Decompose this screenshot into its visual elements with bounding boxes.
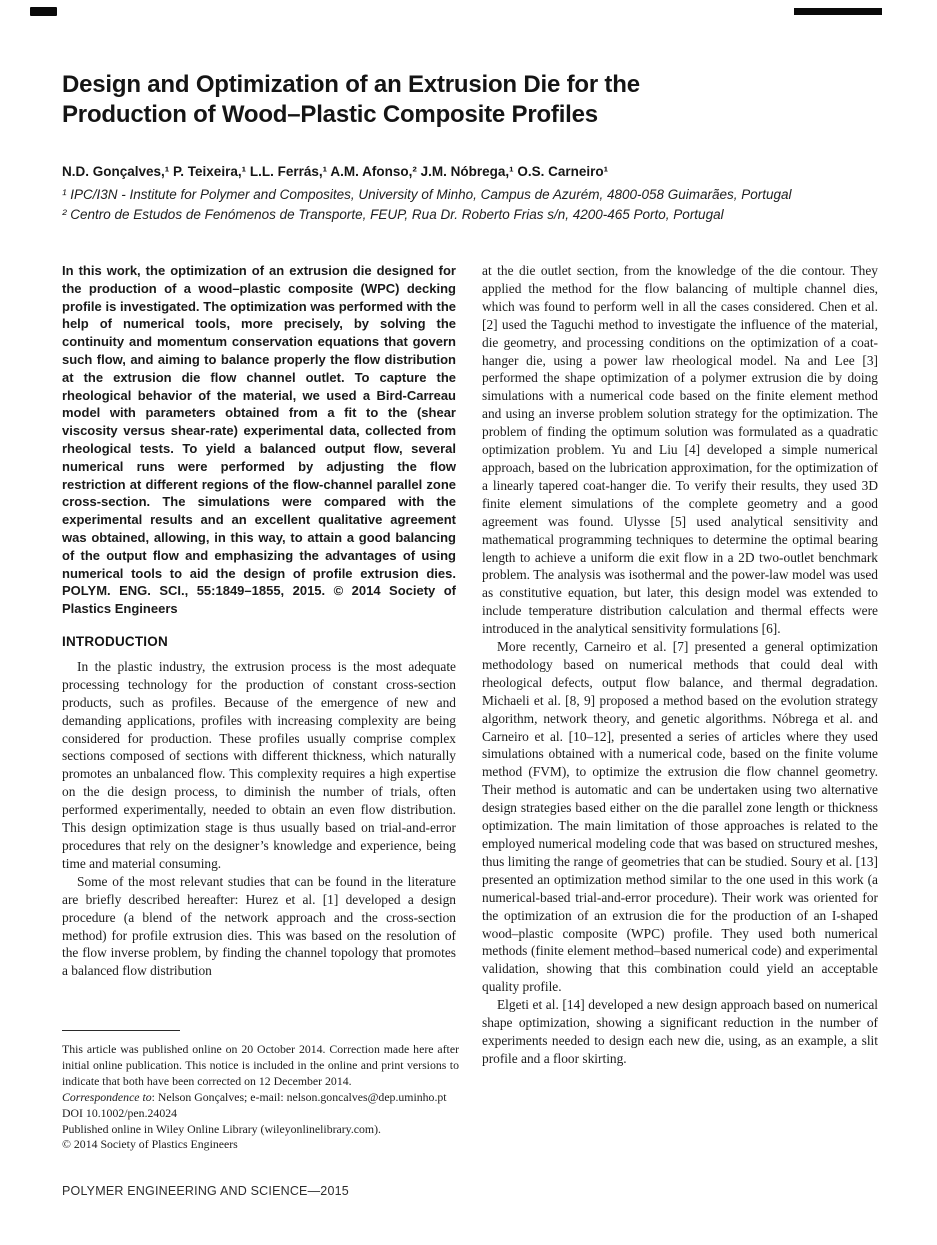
section-heading-introduction: INTRODUCTION bbox=[62, 633, 168, 649]
footnote-published: Published online in Wiley Online Library (wileyonlinelibrary.com). bbox=[62, 1121, 381, 1136]
footnote-block bbox=[62, 1030, 459, 1153]
abstract-text: In this work, the optimization of an extrusion die designed for the production of a wood–plastic composite (WPC) decking profile is investigated. The optimization was performed with the help of numerical tools, more precisely, by solving the continuity and momentum conservation equations that govern such flow, and aiming to balance properly the flow distribution at the extrusion die flow channel outlet. To capture the rheological behavior of the material, we used a Bird-Carreau model with parameters obtained from a fit to the (shear viscosity versus shear-rate) experimental data, collected from rheological tests. To yield a balanced output flow, several numerical runs were performed by adjusting the flow restriction at different regions of the flow-channel parallel zone cross-section. The simulations were compared with the experimental results and an excellent qualitative agreement was obtained, allowing, in this way, to attain a good balancing of the output flow and emphasizing the advantages of using numerical tools to aid the design of profile extrusion dies. POLYM. ENG. SCI., 55:1849–1855, 2015. © 2014 Society of Plastics Engineers bbox=[62, 263, 456, 617]
intro-paragraph-2-continued: at the die outlet section, from the knowledge of the die contour. They applied the method for the flow balancing of multiple channel dies, which was found to perform well in all the cases considered. Chen et al. [2] used the Taguchi method to investigate the influence of the material, die geometry, and processing conditions on the optimization of a coat-hanger die, using a power law rheological model. Na and Lee [3] performed the shape optimization of a polymer extrusion die by doing simulations with a numerical code based on the finite element method and using an inverse problem solution strategy for the optimization. The problem of finding the optimum solution was formulated as a quadratic optimization problem. Yu and Liu [4] developed a simple numerical approach, based on the lubrication approximation, for the optimization of a linearly tapered coat-hanger die. To verify their results, they used 3D finite element simulations of the complete geometry and a good agreement was found. Ulysse [5] used analytical sensitivity and mathematical programming techniques to determine the optimal bearing length to achieve a uniform die exit flow in a 2D two-outlet benchmark problem. The analysis was isothermal and the power-law model was used as constitutive equation, but later, this design model was extended to include temperature distribution calculation and thermal effects were introduced in the analytical sensitivity formulations [6]. bbox=[482, 263, 878, 637]
affiliation-1: ¹ IPC/I3N - Institute for Polymer and Composites, University of Minho, Campus de Azurém, 4800-058 Guimarães, Portugal bbox=[62, 187, 792, 202]
affiliations bbox=[62, 186, 880, 225]
footnote-doi: DOI 10.1002/pen.24024 bbox=[62, 1105, 178, 1120]
correspondence-text: : Nelson Gonçalves; e-mail: nelson.goncalves@dep.uminho.pt bbox=[151, 1089, 447, 1104]
right-column bbox=[482, 262, 878, 1068]
intro-paragraph-1: In the plastic industry, the extrusion process is the most adequate processing technology for the production of constant cross-section products, such as profiles. Because of the emergence of new and demanding applications, profiles with increasing complexity are being considered for production. These profiles usually comprise complex sections composed of sections with different thickness, which naturally promotes an unbalanced flow. This complexity requires a high expertise on the die design process, to diminish the number of trials, often performed experimentally, needed to obtain an even flow distribution. This design optimization stage is thus usually based on trial-and-error procedures that rely on the designer’s knowledge and experience, being time and material consuming. bbox=[62, 658, 456, 871]
intro-paragraph-4: Elgeti et al. [14] developed a new design approach based on numerical shape optimization, showing a significant reduction in the number of experiments needed to design each new die, using, as an example, a slit profile and a floor skirting. bbox=[482, 997, 878, 1066]
intro-paragraph-3: More recently, Carneiro et al. [7] presented a general optimization methodology based on numerical methods that could deal with rheological defects, output flow balance, and thermal degradation. Michaeli et al. [8, 9] proposed a method based on the evolution strategy algorithm, network theory, and genetic algorithms. Nóbrega et al. and Carneiro et al. [10–12], presented a series of articles where they used simulations obtained with a numerical code, based on the finite volume method (FVM), to optimize the extrusion die flow channel geometry. Their method is automatic and can be undertaken using two alternative design strategies based either on the die parallel zone length or thickness optimization. The main limitation of those approaches is related to the employed numerical modeling code that was based on structured meshes, thus limiting the range of geometries that can be studied. Soury et al. [13] presented an optimization method similar to the one used in this work (a numerical-based trial-and-error procedure). Their work was oriented for the optimization of an extrusion die for the production of an I-shaped wood–plastic composite (WPC) profile. They used both numerical methods (finite element method–based numerical code) and experimental validation, showing that this combination could yield an acceptable quality profile. bbox=[482, 639, 878, 995]
journal-footer: POLYMER ENGINEERING AND SCIENCE—2015 bbox=[62, 1184, 349, 1198]
left-column bbox=[62, 262, 456, 980]
affiliation-2: ² Centro de Estudos de Fenómenos de Transporte, FEUP, Rua Dr. Roberto Frias s/n, 4200-465 Porto, Portugal bbox=[62, 206, 724, 222]
footnote-correction-note: This article was published online on 20 October 2014. Correction made here after initial online publication. This notice is included in the online and print versions to indicate that both have been corrected on 12 December 2014. bbox=[62, 1042, 459, 1088]
scan-artifact-right bbox=[794, 8, 882, 15]
author-line: N.D. Gonçalves,¹ P. Teixeira,¹ L.L. Ferrás,¹ A.M. Afonso,² J.M. Nóbrega,¹ O.S. Carneiro¹ bbox=[62, 164, 609, 179]
scan-artifact-left bbox=[30, 7, 57, 16]
correspondence-label: Correspondence to bbox=[62, 1089, 152, 1104]
footnote-divider bbox=[62, 1030, 180, 1031]
intro-paragraph-2: Some of the most relevant studies that can be found in the literature are briefly described hereafter: Hurez et al. [1] developed a design procedure (a blend of the network approach and the cross-section method) for profile extrusion dies. This was based on the resolution of the flow inverse problem, by finding the channel topology that promotes a balanced flow distribution bbox=[62, 873, 456, 979]
footnote-correspondence bbox=[62, 1090, 459, 1106]
article-title: Design and Optimization of an Extrusion Die for the Production of Wood–Plastic Composite Profiles bbox=[62, 71, 640, 128]
footnote-copyright: © 2014 Society of Plastics Engineers bbox=[62, 1137, 238, 1152]
